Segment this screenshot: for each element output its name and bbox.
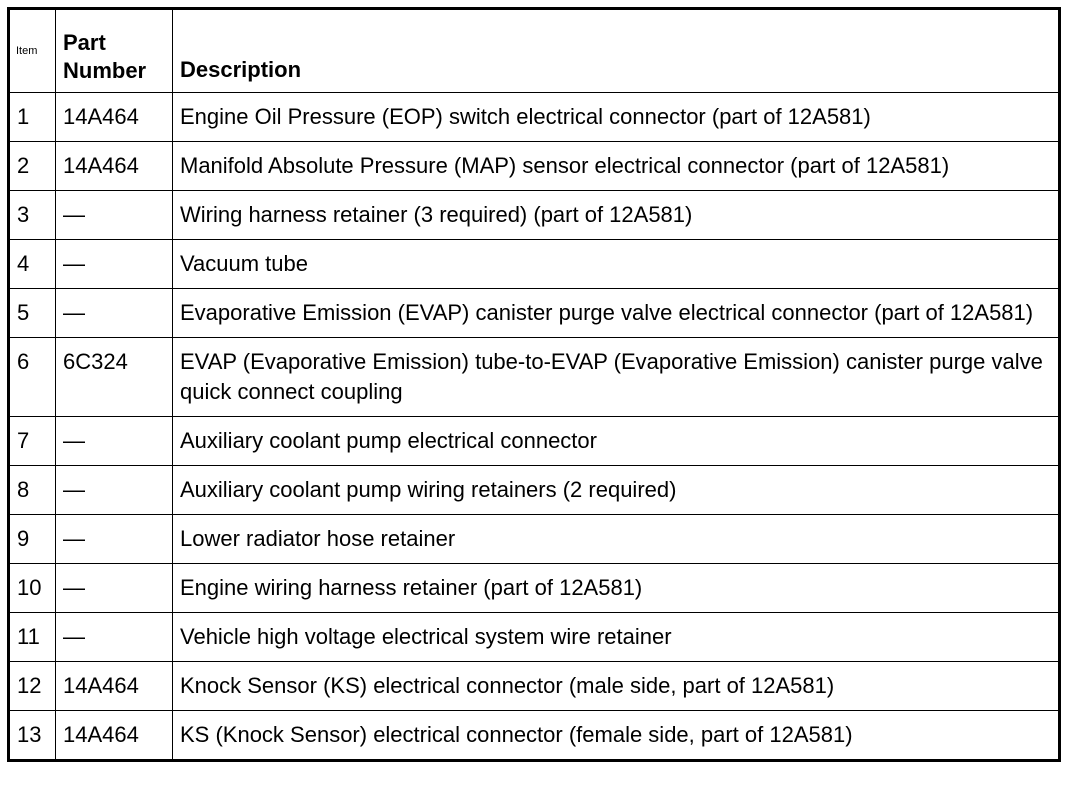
cell-description: Auxiliary coolant pump wiring retainers (2 required)	[173, 466, 1060, 515]
cell-item: 13	[9, 711, 56, 761]
table-row	[9, 662, 1060, 711]
cell-description: KS (Knock Sensor) electrical connector (female side, part of 12A581)	[173, 711, 1060, 761]
cell-description: Knock Sensor (KS) electrical connector (male side, part of 12A581)	[173, 662, 1060, 711]
table-row	[9, 466, 1060, 515]
table-row	[9, 711, 1060, 761]
table-row	[9, 240, 1060, 289]
table-row	[9, 289, 1060, 338]
header-part-number-line1: Part	[63, 30, 106, 55]
cell-description: Auxiliary coolant pump electrical connector	[173, 417, 1060, 466]
cell-description: Engine Oil Pressure (EOP) switch electrical connector (part of 12A581)	[173, 93, 1060, 142]
cell-description: EVAP (Evaporative Emission) tube-to-EVAP (Evaporative Emission) canister purge valve quick connect coupling	[173, 338, 1060, 417]
cell-item: 3	[9, 191, 56, 240]
cell-part-number: —	[56, 466, 173, 515]
table-row	[9, 191, 1060, 240]
cell-item: 10	[9, 564, 56, 613]
cell-description: Wiring harness retainer (3 required) (part of 12A581)	[173, 191, 1060, 240]
cell-item: 4	[9, 240, 56, 289]
cell-item: 7	[9, 417, 56, 466]
cell-part-number: 14A464	[56, 662, 173, 711]
table-row	[9, 417, 1060, 466]
cell-item: 6	[9, 338, 56, 417]
cell-description: Engine wiring harness retainer (part of 12A581)	[173, 564, 1060, 613]
table-row	[9, 142, 1060, 191]
cell-part-number: —	[56, 240, 173, 289]
cell-part-number: —	[56, 417, 173, 466]
table-row	[9, 338, 1060, 417]
parts-table	[7, 7, 1061, 762]
table-header-row	[9, 9, 1060, 93]
table-row	[9, 613, 1060, 662]
cell-part-number: 14A464	[56, 711, 173, 761]
header-description: Description	[173, 9, 1060, 93]
cell-item: 5	[9, 289, 56, 338]
table-row	[9, 93, 1060, 142]
header-item: Item	[9, 9, 56, 93]
cell-part-number: 6C324	[56, 338, 173, 417]
cell-description: Vacuum tube	[173, 240, 1060, 289]
cell-item: 1	[9, 93, 56, 142]
cell-item: 11	[9, 613, 56, 662]
cell-description: Evaporative Emission (EVAP) canister purge valve electrical connector (part of 12A581)	[173, 289, 1060, 338]
cell-part-number: 14A464	[56, 93, 173, 142]
cell-part-number: —	[56, 289, 173, 338]
cell-description: Lower radiator hose retainer	[173, 515, 1060, 564]
cell-item: 2	[9, 142, 56, 191]
cell-item: 8	[9, 466, 56, 515]
header-part-number-line2: Number	[63, 58, 147, 83]
cell-part-number: 14A464	[56, 142, 173, 191]
cell-item: 12	[9, 662, 56, 711]
cell-part-number: —	[56, 191, 173, 240]
cell-part-number: —	[56, 515, 173, 564]
cell-part-number: —	[56, 564, 173, 613]
cell-item: 9	[9, 515, 56, 564]
header-part-number	[56, 9, 173, 93]
cell-description: Vehicle high voltage electrical system wire retainer	[173, 613, 1060, 662]
table-row	[9, 564, 1060, 613]
table-row	[9, 515, 1060, 564]
cell-part-number: —	[56, 613, 173, 662]
cell-description: Manifold Absolute Pressure (MAP) sensor electrical connector (part of 12A581)	[173, 142, 1060, 191]
